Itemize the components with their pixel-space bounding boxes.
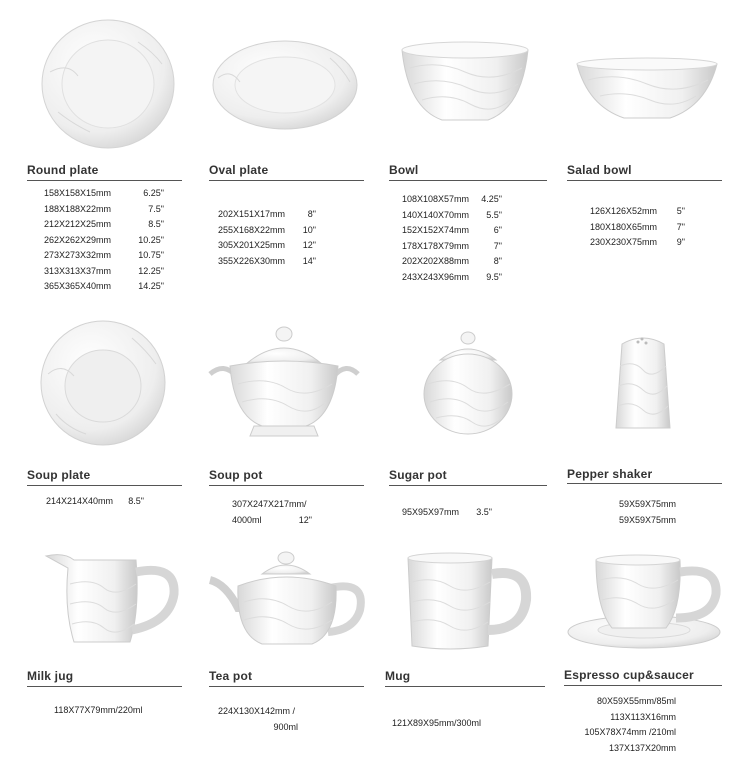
spec-dimensions: 158X158X15mm [44, 188, 112, 198]
spec-dimensions: 95X95X97mm [402, 507, 460, 517]
spec-dimensions: 180X180X65mm [590, 221, 658, 232]
spec-text: 105X78X74mm /210ml [584, 727, 676, 737]
spec-text: 80X59X55mm/85ml [596, 696, 676, 706]
product-name: Mug [385, 669, 411, 683]
spec-size-inches: 8.5" [148, 219, 164, 229]
spec-text: 900ml [273, 721, 298, 732]
spec-size-inches: 9.5" [486, 271, 502, 282]
spec-dimensions: 243X243X96mm [402, 271, 470, 282]
product-name: Pepper shaker [567, 467, 653, 481]
spec-size-inches: 7" [676, 221, 685, 232]
spec-dimensions: 305X201X25mm [218, 240, 286, 250]
spec-dimensions: 255X168X22mm [218, 224, 286, 235]
spec-size-inches: 10.25" [138, 234, 164, 245]
spec-size-inches: 12" [302, 240, 316, 250]
spec-size-inches: 12" [298, 514, 312, 525]
spec-size-inches: 10" [302, 224, 316, 235]
spec-text: 307X247X217mm/ [232, 499, 307, 509]
spec-text: 121X89X95mm/300ml [392, 718, 482, 728]
spec-size-inches: 5" [676, 206, 685, 216]
spec-size-inches: 6.25" [143, 188, 164, 198]
spec-size-inches: 12.25" [138, 265, 164, 276]
spec-size-inches: 8" [307, 209, 316, 219]
spec-dimensions: 202X151X17mm [218, 209, 286, 219]
spec-dimensions: 126X126X52mm [590, 206, 658, 216]
spec-size-inches: 6" [493, 225, 502, 235]
spec-dimensions: 178X178X79mm [402, 240, 470, 251]
spec-dimensions: 365X365X40mm [44, 281, 112, 291]
product-name: Soup pot [209, 468, 263, 482]
spec-size-inches: 8" [493, 256, 502, 266]
spec-size-inches: 4.25" [481, 194, 502, 204]
spec-row [580, 710, 676, 726]
spec-size-inches: 14.25" [138, 281, 164, 291]
spec-row [580, 694, 676, 710]
spec-dimensions: 140X140X70mm [402, 209, 470, 220]
spec-size-inches: 8.5" [128, 496, 144, 506]
spec-size-inches: 14" [302, 255, 316, 266]
spec-dimensions: 152X152X74mm [402, 225, 470, 235]
spec-dimensions: 355X226X30mm [218, 255, 286, 266]
spec-dimensions: 108X108X57mm [402, 194, 470, 204]
spec-text: 59X59X75mm [618, 499, 676, 509]
spec-dimensions: 262X262X29mm [44, 234, 112, 245]
spec-row [580, 725, 676, 741]
spec-size-inches: 3.5" [476, 507, 492, 517]
spec-text: 224X130X142mm / [218, 706, 296, 716]
spec-text: 59X59X75mm [618, 514, 676, 525]
product-name: Milk jug [27, 669, 74, 683]
product-name: Sugar pot [389, 468, 447, 482]
spec-list [580, 694, 676, 756]
spec-size-inches: 7.5" [148, 203, 164, 214]
spec-dimensions: 188X188X22mm [44, 203, 112, 214]
spec-row [580, 741, 676, 757]
divider [564, 685, 722, 686]
product-name: Espresso cup&saucer [564, 668, 694, 682]
spec-text: 137X137X20mm [608, 742, 676, 753]
spec-dimensions: 4000ml [232, 514, 262, 525]
spec-dimensions: 214X214X40mm [46, 496, 114, 506]
product-name: Salad bowl [567, 163, 632, 177]
spec-size-inches: 10.75" [138, 250, 164, 260]
spec-dimensions: 313X313X37mm [44, 265, 112, 276]
spec-dimensions: 212X212X25mm [44, 219, 112, 229]
spec-text: 118X77X79mm/220ml [54, 705, 143, 715]
spec-dimensions: 230X230X75mm [590, 237, 658, 247]
spec-dimensions: 273X273X32mm [44, 250, 112, 260]
product-name: Tea pot [209, 669, 253, 683]
product-name: Round plate [27, 163, 99, 177]
spec-dimensions: 202X202X88mm [402, 256, 470, 266]
product-name: Bowl [389, 163, 419, 177]
product-name: Soup plate [27, 468, 91, 482]
spec-size-inches: 7" [493, 240, 502, 251]
spec-size-inches: 5.5" [486, 209, 502, 220]
spec-text: 113X113X16mm [610, 711, 676, 722]
espresso-cup-saucer-icon [566, 552, 724, 652]
spec-size-inches: 9" [676, 237, 685, 247]
product-name: Oval plate [209, 163, 269, 177]
